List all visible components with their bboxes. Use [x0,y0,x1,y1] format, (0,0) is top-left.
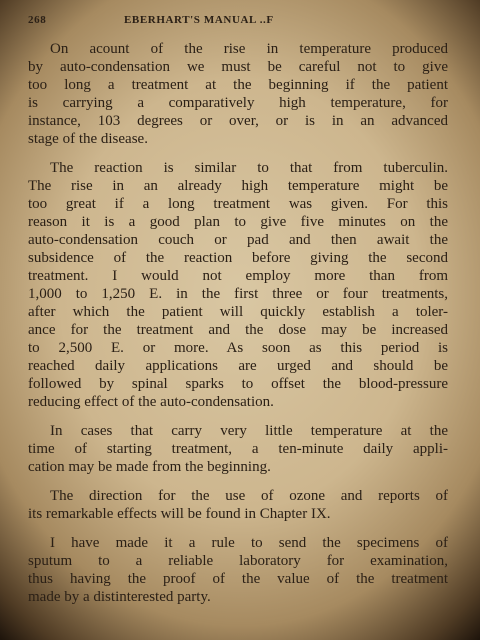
text-line: On acount of the rise in temperature produced [50,41,448,57]
running-head: EBERHART'S MANUAL ..F [124,14,274,26]
text-line: ance for the treatment and the dose may be increased [28,322,448,338]
page-header [28,14,446,30]
paragraph-2 [28,159,448,411]
text-line: thus having the proof of the value of the treatment [28,571,448,587]
text-line: The direction for the use of ozone and reports of [50,488,448,504]
text-line: instance, 103 degrees or over, or is in an advanced [28,113,448,129]
text-line: sputum to a reliable laboratory for examination, [28,553,448,569]
text-line: cation may be made from the beginning. [28,459,271,475]
text-line: I have made it a rule to send the specimens of [50,535,448,551]
text-line: time of starting treatment, a ten-minute daily appli- [28,441,448,457]
text-line: is carrying a comparatively high temperature, for [28,95,448,111]
paragraph-1 [28,40,448,148]
text-line: 1,000 to 1,250 E. in the first three or four treatments, [28,286,448,302]
text-line: reason it is a good plan to give five minutes on the [28,214,448,230]
text-line: subsidence of the reaction before giving the second [28,250,448,266]
text-line: reducing effect of the auto-condensation. [28,394,274,410]
paragraph-5 [28,534,448,606]
text-line: to 2,500 E. or more. As soon as this period is [28,340,448,356]
text-line: after which the patient will quickly establish a toler- [28,304,448,320]
paragraph-3 [28,422,448,476]
page-body [28,40,448,617]
text-line: treatment. I would not employ more than from [28,268,448,284]
paragraph-4 [28,487,448,523]
text-line: reached daily applications are urged and should be [28,358,448,374]
text-line: by auto-condensation we must be careful not to give [28,59,448,75]
text-line: too great if a long treatment was given. For this [28,196,448,212]
text-line: too long a treatment at the beginning if the patient [28,77,448,93]
text-line: The rise in an already high temperature might be [28,178,448,194]
text-line: The reaction is similar to that from tuberculin. [50,160,448,176]
text-line: auto-condensation couch or pad and then await the [28,232,448,248]
text-line: followed by spinal sparks to offset the blood-pressure [28,376,448,392]
text-line: its remarkable effects will be found in Chapter IX. [28,506,331,522]
text-line: made by a distinterested party. [28,589,211,605]
page-number: 268 [28,14,47,26]
text-line: stage of the disease. [28,131,148,147]
text-line: In cases that carry very little temperature at the [50,423,448,439]
